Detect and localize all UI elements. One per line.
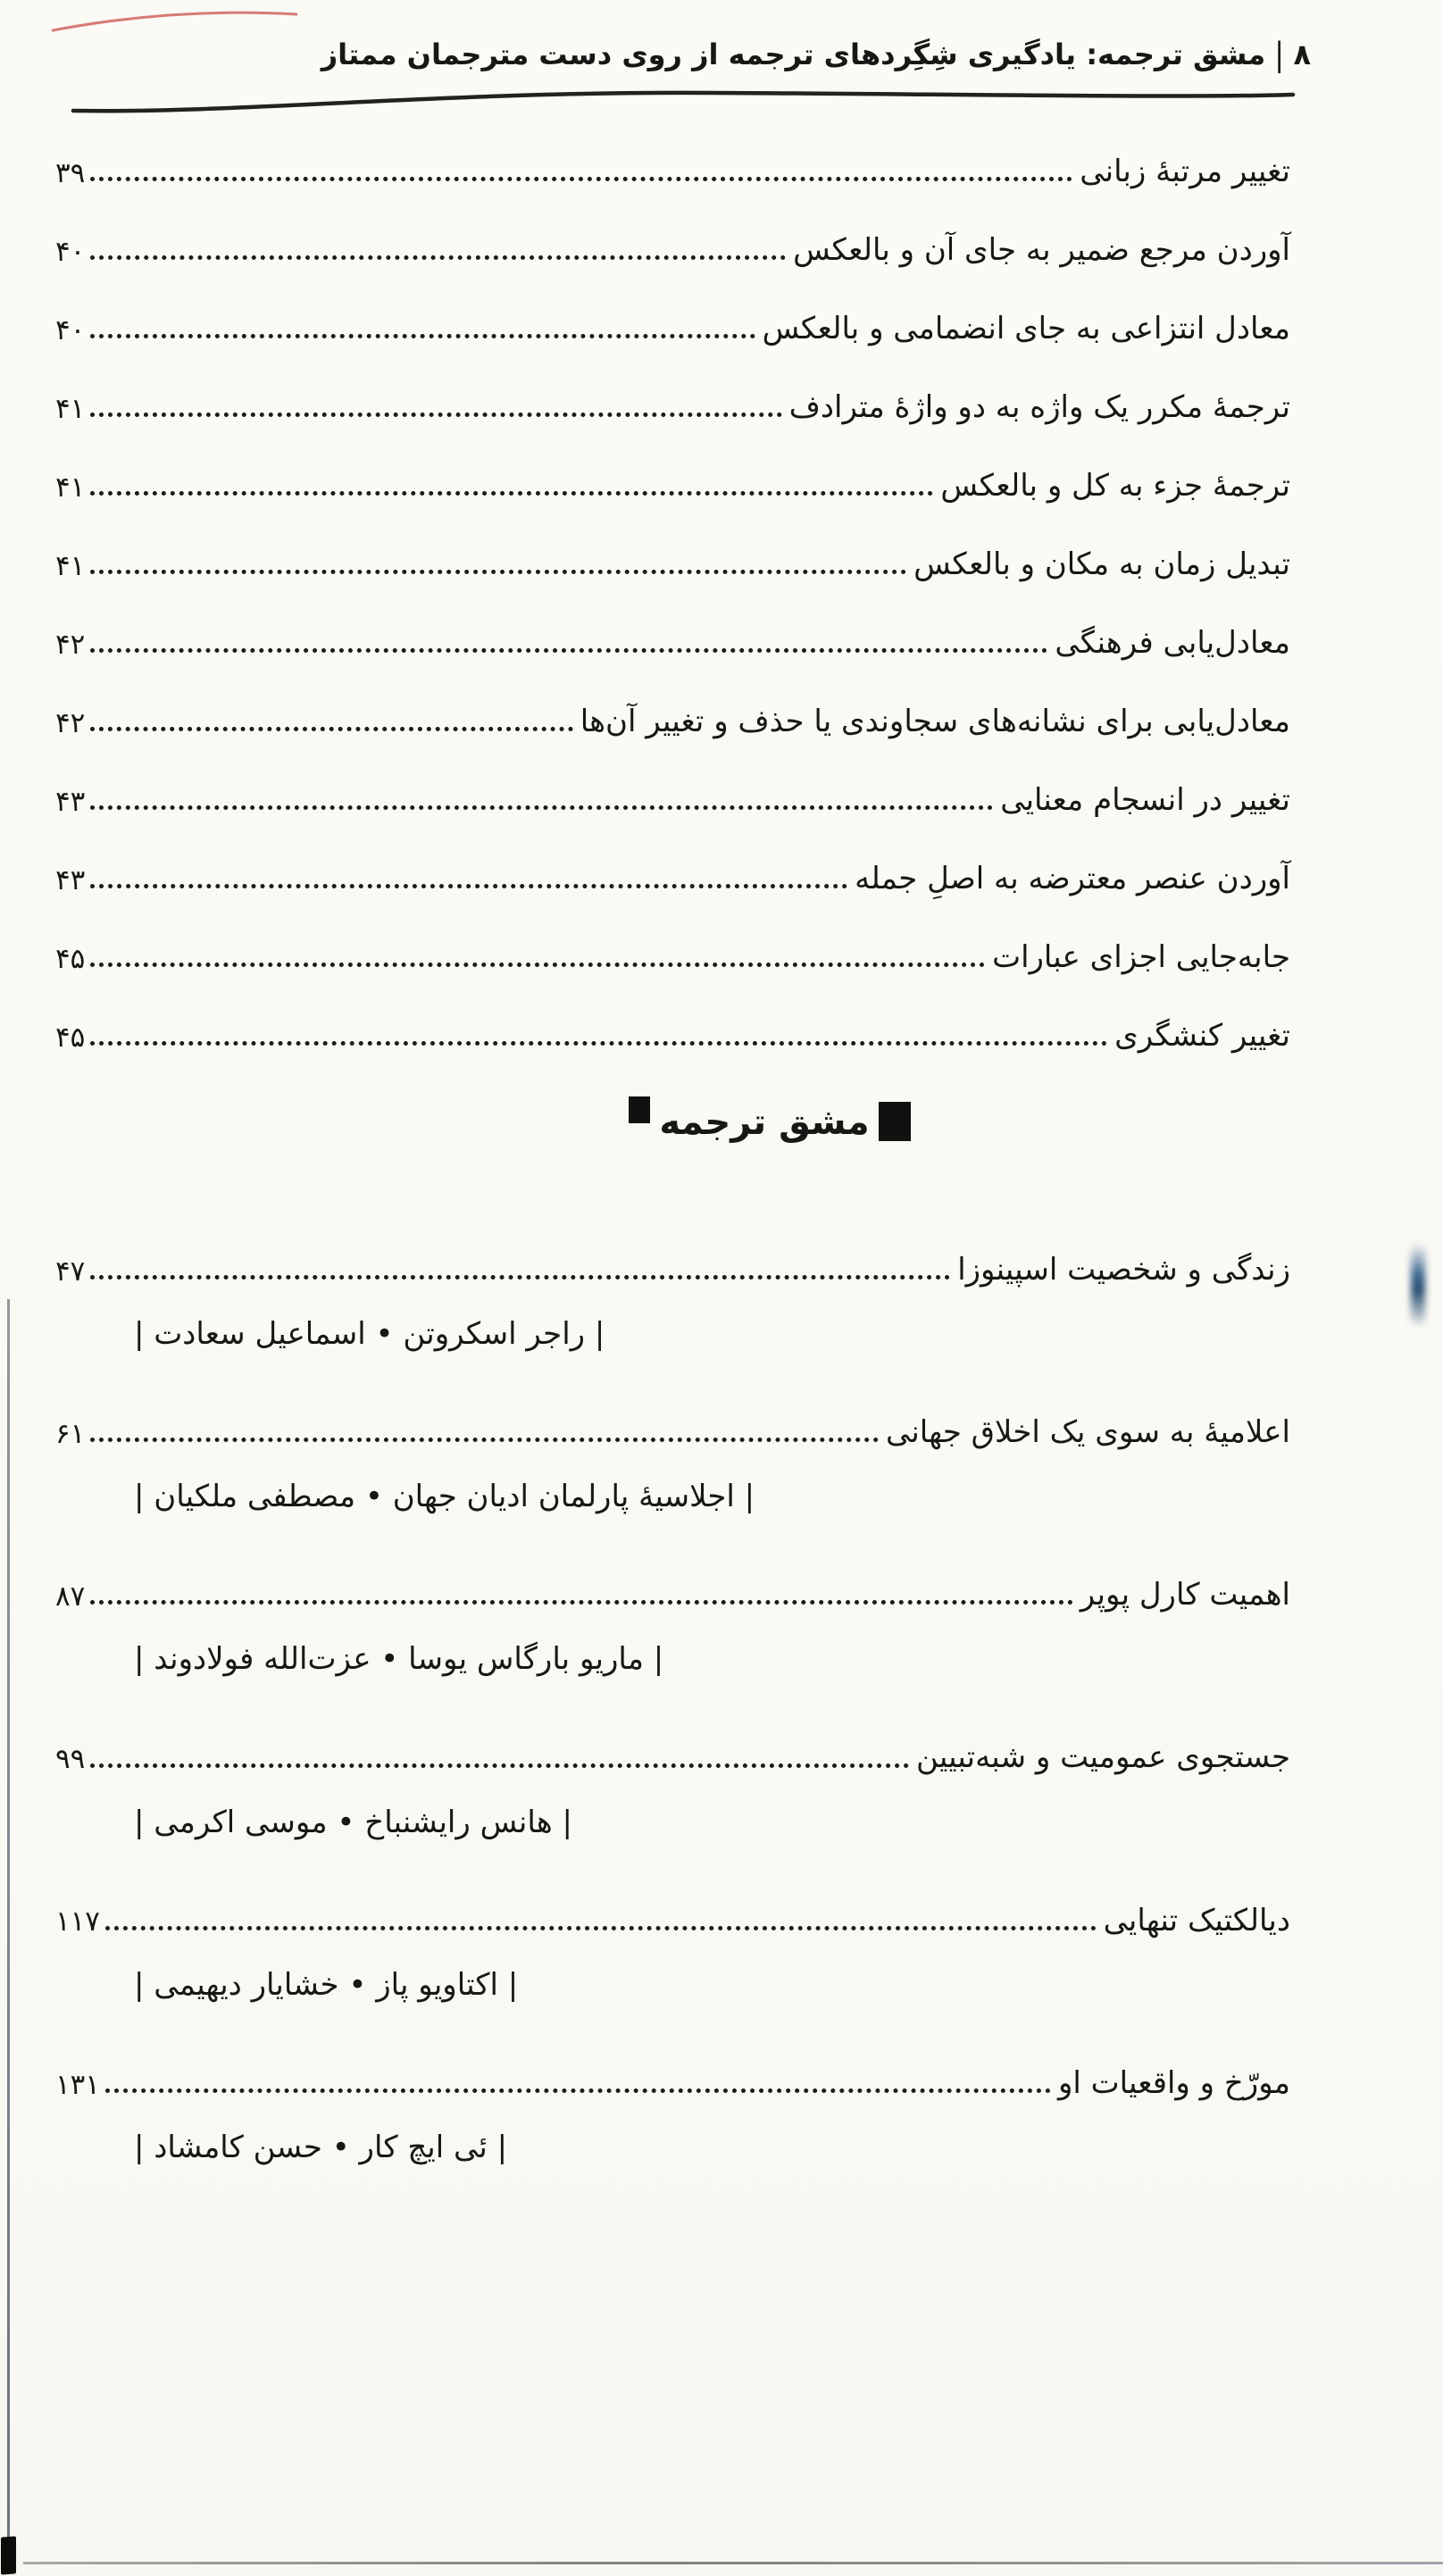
toc-entry-page: ۴۱ (55, 471, 86, 504)
page-bottom-edge (23, 2562, 1443, 2564)
toc-entry-title: آوردن مرجع ضمیر به جای آن و بالعکس (793, 231, 1290, 268)
toc-entry-page: ۴۲ (55, 628, 86, 661)
author-translator-line: | ئی ایچ کار • حسن کامشاد | (134, 2129, 508, 2165)
dotted-leader (90, 1041, 1107, 1046)
toc-entry-title: معادل انتزاعی به جای انضمامی و بالعکس (762, 310, 1290, 346)
dotted-leader (90, 1600, 1072, 1605)
toc-row (55, 1014, 1290, 1055)
toc-row (55, 700, 1290, 741)
black-square-icon (879, 1102, 911, 1141)
toc-entry-page: ۴۳ (55, 863, 86, 896)
toc-row (55, 1899, 1290, 1940)
toc-row (55, 2062, 1290, 2103)
toc-entry-title: مورّخ و واقعیات او (1058, 2064, 1290, 2101)
dotted-leader (90, 1763, 909, 1768)
page-number: ۸ (1293, 38, 1311, 71)
page-edge-line (7, 1299, 10, 2567)
toc-row (55, 1573, 1290, 1614)
dotted-leader (90, 413, 781, 417)
toc-row (55, 1248, 1290, 1289)
dotted-leader (90, 805, 993, 810)
toc-entry-page: ۶۱ (55, 1417, 86, 1450)
toc-row (55, 857, 1290, 898)
toc-entry-page: ۴۳ (55, 785, 86, 818)
toc-row (55, 936, 1290, 977)
black-square-icon (629, 1096, 650, 1123)
toc-entry-title: دیالکتیک تنهایی (1103, 1902, 1290, 1938)
toc-entry-title: زندگی و شخصیت اسپینوزا (957, 1251, 1290, 1288)
section-heading-label: مشق ترجمه (659, 1102, 870, 1143)
toc-entry-page: ۴۵ (55, 1021, 86, 1054)
author-translator-line: | راجر اسکروتن • اسماعیل سعادت | (134, 1316, 605, 1352)
header-rule (70, 84, 1297, 116)
toc-row (55, 464, 1290, 505)
toc-row (55, 150, 1290, 191)
toc-entry-title: جابه‌جایی اجزای عبارات (992, 938, 1290, 975)
page-corner-shadow (1, 2536, 16, 2574)
dotted-leader (105, 2088, 1051, 2093)
book-title: مشق ترجمه: یادگیری شِگِردهای ترجمه از روی دست مترجمان ممتاز (321, 38, 1266, 71)
toc-entry-page: ۸۷ (55, 1580, 86, 1613)
toc-entry-page: ۳۹ (55, 156, 86, 189)
dotted-leader (90, 177, 1072, 181)
toc-row (55, 307, 1290, 348)
author-translator-line: | ماریو بارگاس یوسا • عزت‌الله فولادوند | (134, 1641, 664, 1678)
toc-entry-title: معادل‌یابی برای نشانه‌های سجاوندی یا حذف و تغییر آن‌ها (580, 703, 1290, 739)
dotted-leader (90, 963, 985, 967)
toc-entry-page: ۴۰ (55, 235, 86, 268)
dotted-leader (90, 884, 847, 888)
toc-entry-page: ۴۲ (55, 706, 86, 739)
toc-entry-title: معادل‌یابی فرهنگی (1055, 624, 1290, 661)
toc-entry-title: تغییر کنشگری (1114, 1017, 1290, 1054)
dotted-leader (90, 334, 755, 338)
red-scan-streak (50, 2, 305, 41)
dotted-leader (90, 1438, 879, 1442)
toc-row (55, 543, 1290, 584)
toc-entry-page: ۱۳۱ (55, 2068, 100, 2101)
toc-row (55, 229, 1290, 270)
toc-entry-title: تغییر مرتبهٔ زبانی (1080, 153, 1290, 189)
dotted-leader (90, 255, 786, 260)
author-translator-line: | اجلاسیهٔ پارلمان ادیان جهان • مصطفی ملکیان | (134, 1479, 755, 1515)
running-header (321, 35, 1311, 74)
toc-entry-page: ۱۱۷ (55, 1905, 100, 1938)
toc-entry-title: آوردن عنصر معترضه به اصلِ جمله (855, 860, 1290, 896)
header-separator: | (1274, 35, 1285, 74)
toc-entry-title: ترجمهٔ مکرر یک واژه به دو واژهٔ مترادف (788, 388, 1290, 425)
toc-entry-title: تغییر در انسجام معنایی (1000, 781, 1290, 818)
chapters-toc-list (55, 1248, 1290, 2224)
toc-row (55, 621, 1290, 663)
dotted-leader (90, 491, 933, 496)
toc-entry-title: اعلامیهٔ به سوی یک اخلاق جهانی (886, 1414, 1290, 1450)
author-translator-line: | هانس رایشنباخ • موسی اکرمی | (134, 1804, 572, 1840)
dotted-leader (90, 570, 906, 574)
toc-entry-page: ۴۵ (55, 942, 86, 975)
toc-row (55, 1411, 1290, 1452)
toc-entry-page: ۴۱ (55, 392, 86, 425)
toc-entry-title: ترجمهٔ جزء به کل و بالعکس (940, 467, 1290, 504)
dotted-leader (90, 648, 1047, 653)
blue-scan-smudge (1411, 1243, 1425, 1325)
dotted-leader (90, 1275, 950, 1280)
dotted-leader (105, 1926, 1097, 1930)
toc-entry-page: ۹۹ (55, 1743, 86, 1776)
techniques-toc-list (55, 150, 1290, 1093)
toc-entry-page: ۴۷ (55, 1255, 86, 1288)
toc-row (55, 1737, 1290, 1778)
toc-entry-title: اهمیت کارل پوپر (1080, 1577, 1290, 1613)
toc-entry-title: تبدیل زمان به مکان و بالعکس (913, 546, 1290, 582)
toc-entry-page: ۴۱ (55, 549, 86, 582)
section-heading (0, 1095, 1443, 1143)
dotted-leader (90, 727, 572, 731)
toc-row (55, 386, 1290, 427)
toc-row (55, 779, 1290, 820)
author-translator-line: | اکتاویو پاز • خشایار دیهیمی | (134, 1966, 519, 2003)
toc-entry-title: جستجوی عمومیت و شبه‌تبیین (915, 1739, 1290, 1776)
toc-entry-page: ۴۰ (55, 313, 86, 346)
